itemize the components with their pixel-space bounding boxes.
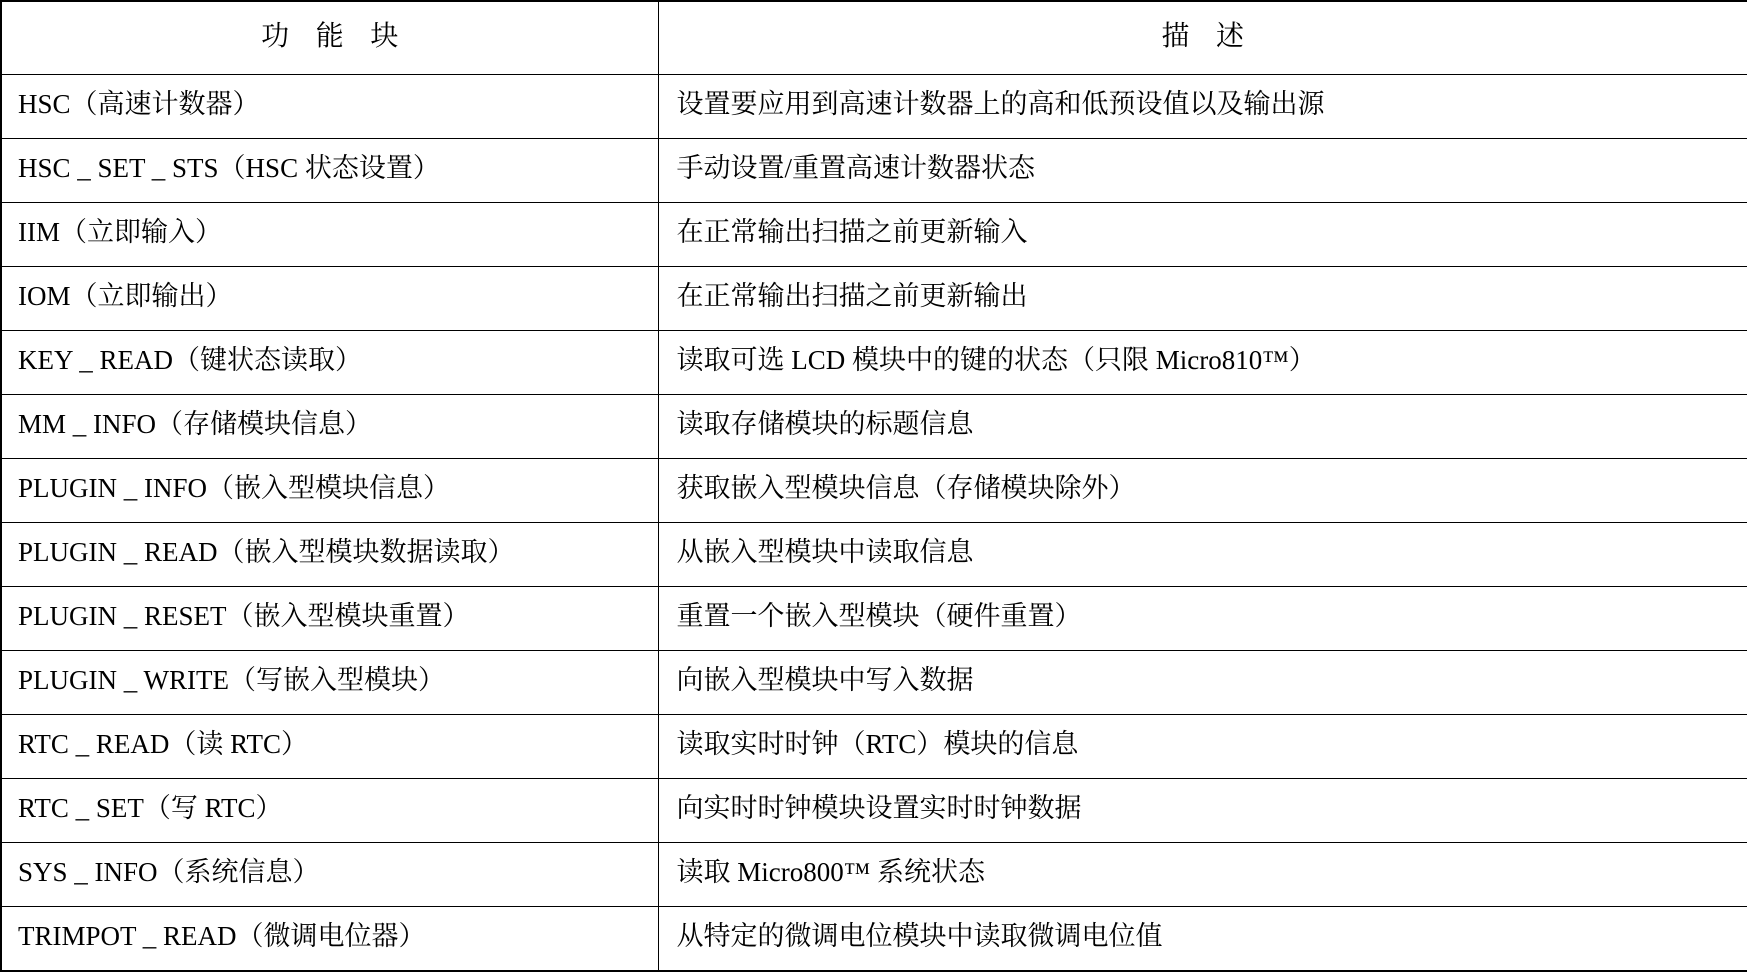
cell-description: 从特定的微调电位模块中读取微调电位值 <box>658 907 1747 972</box>
table-body <box>1 75 1747 972</box>
table-row <box>1 395 1747 459</box>
cell-description: 重置一个嵌入型模块（硬件重置） <box>658 587 1747 651</box>
column-header-function-block <box>1 1 658 75</box>
table-row <box>1 651 1747 715</box>
cell-description: 读取存储模块的标题信息 <box>658 395 1747 459</box>
table-row <box>1 139 1747 203</box>
cell-description: 从嵌入型模块中读取信息 <box>658 523 1747 587</box>
table-row <box>1 715 1747 779</box>
cell-function-block: PLUGIN _ READ（嵌入型模块数据读取） <box>1 523 658 587</box>
cell-function-block: HSC（高速计数器） <box>1 75 658 139</box>
cell-function-block: HSC _ SET _ STS（HSC 状态设置） <box>1 139 658 203</box>
table-header-row <box>1 1 1747 75</box>
table-row <box>1 907 1747 972</box>
table-row <box>1 203 1747 267</box>
table-header <box>1 1 1747 75</box>
cell-function-block: PLUGIN _ RESET（嵌入型模块重置） <box>1 587 658 651</box>
table-row <box>1 75 1747 139</box>
column-header-description <box>658 1 1747 75</box>
cell-description: 读取可选 LCD 模块中的键的状态（只限 Micro810™） <box>658 331 1747 395</box>
table-row <box>1 523 1747 587</box>
cell-function-block: RTC _ READ（读 RTC） <box>1 715 658 779</box>
table-row <box>1 843 1747 907</box>
cell-description: 手动设置/重置高速计数器状态 <box>658 139 1747 203</box>
cell-function-block: PLUGIN _ INFO（嵌入型模块信息） <box>1 459 658 523</box>
table-row <box>1 587 1747 651</box>
column-header-description-label: 描 述 <box>1161 20 1254 52</box>
cell-function-block: IIM（立即输入） <box>1 203 658 267</box>
table-row <box>1 267 1747 331</box>
table-row <box>1 459 1747 523</box>
cell-description: 向实时时钟模块设置实时时钟数据 <box>658 779 1747 843</box>
cell-description: 向嵌入型模块中写入数据 <box>658 651 1747 715</box>
table-row <box>1 779 1747 843</box>
cell-function-block: TRIMPOT _ READ（微调电位器） <box>1 907 658 972</box>
cell-function-block: KEY _ READ（键状态读取） <box>1 331 658 395</box>
table-row <box>1 331 1747 395</box>
cell-description: 在正常输出扫描之前更新输出 <box>658 267 1747 331</box>
cell-description: 获取嵌入型模块信息（存储模块除外） <box>658 459 1747 523</box>
cell-description: 读取 Micro800™ 系统状态 <box>658 843 1747 907</box>
cell-function-block: PLUGIN _ WRITE（写嵌入型模块） <box>1 651 658 715</box>
cell-description: 设置要应用到高速计数器上的高和低预设值以及输出源 <box>658 75 1747 139</box>
column-header-function-block-label: 功 能 块 <box>261 20 409 52</box>
cell-function-block: RTC _ SET（写 RTC） <box>1 779 658 843</box>
cell-function-block: SYS _ INFO（系统信息） <box>1 843 658 907</box>
cell-function-block: IOM（立即输出） <box>1 267 658 331</box>
cell-function-block: MM _ INFO（存储模块信息） <box>1 395 658 459</box>
cell-description: 读取实时时钟（RTC）模块的信息 <box>658 715 1747 779</box>
cell-description: 在正常输出扫描之前更新输入 <box>658 203 1747 267</box>
